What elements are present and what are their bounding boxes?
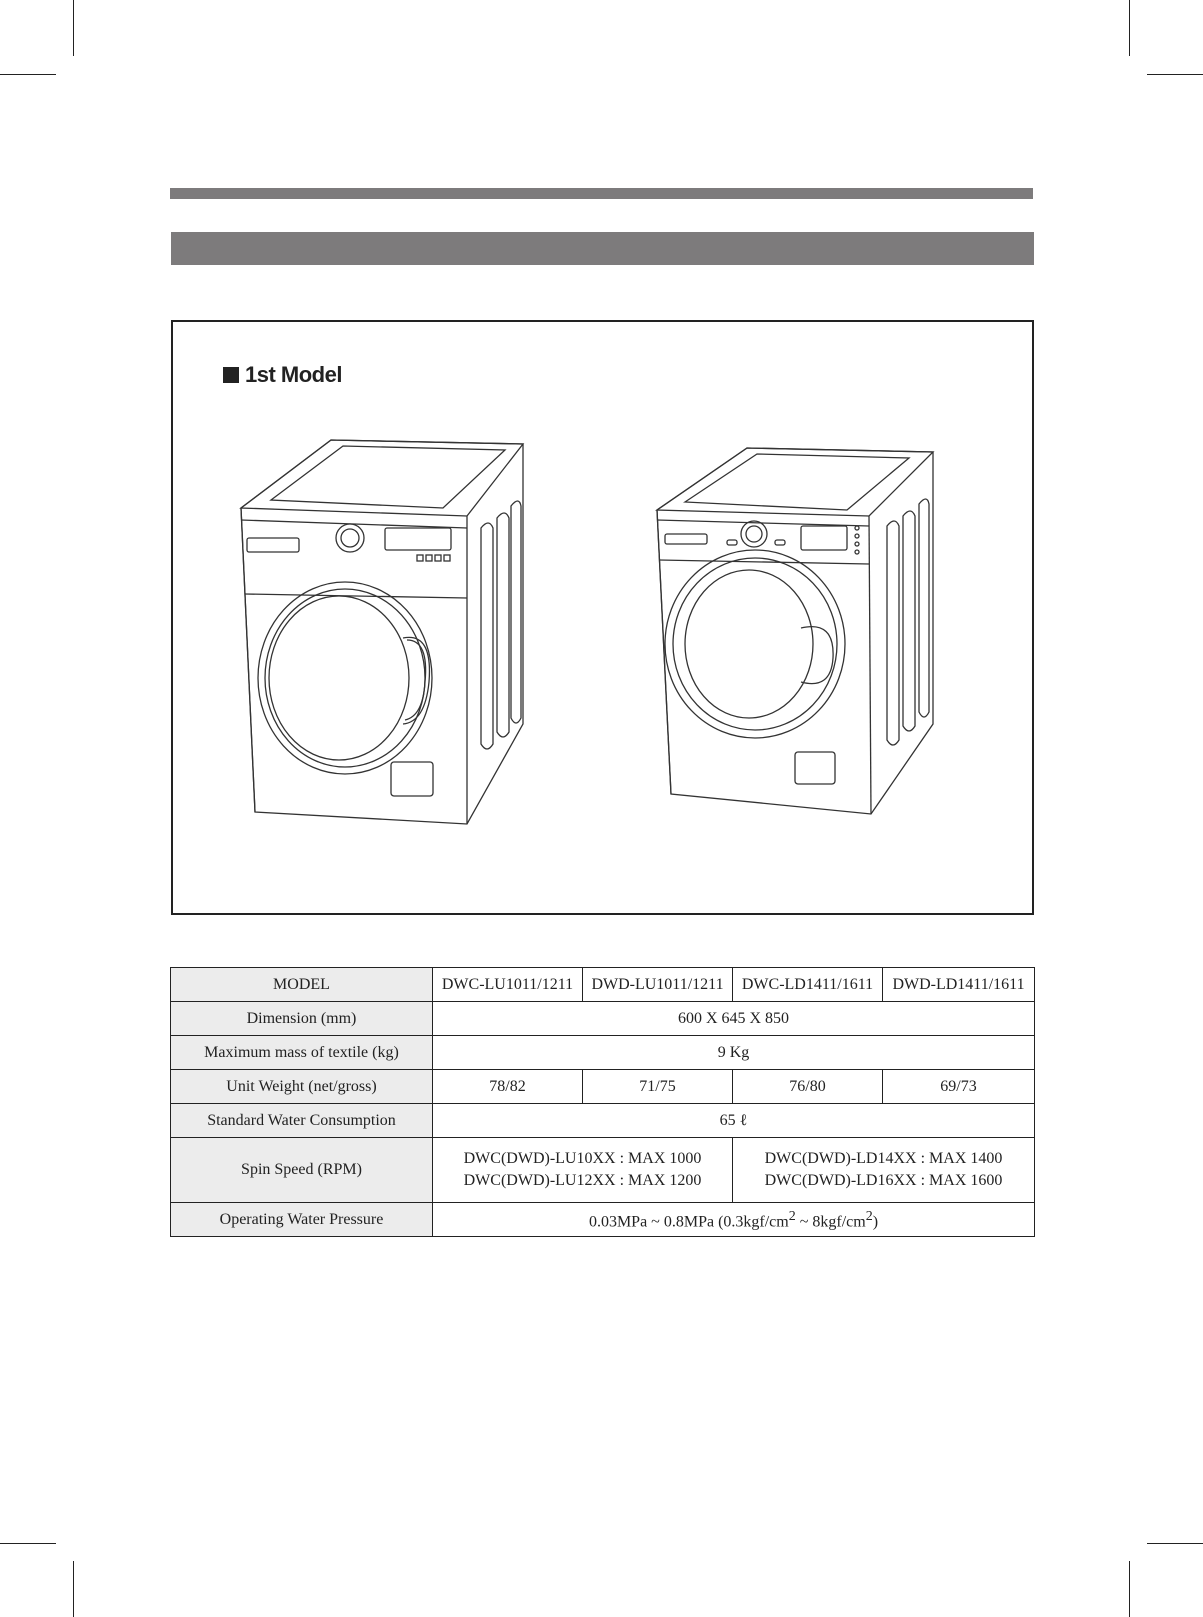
spin-value: DWC(DWD)-LD16XX : MAX 1600 [764, 1172, 1003, 1189]
max-mass-value: 9 Kg [433, 1036, 1035, 1070]
pressure-text: 0.03MPa ~ 0.8MPa (0.3kgf/cm [588, 1213, 789, 1231]
row-label-max-mass: Maximum mass of textile (kg) [171, 1036, 433, 1070]
model-figure-box [171, 320, 1034, 915]
row-label-spin: Spin Speed (RPM) [171, 1138, 433, 1203]
row-label-unit-weight: Unit Weight (net/gross) [171, 1070, 433, 1104]
dimension-value: 600 X 645 X 850 [433, 1002, 1035, 1036]
spin-value: DWC(DWD)-LU10XX : MAX 1000 [463, 1150, 702, 1167]
section-rule [170, 188, 1033, 199]
row-label-pressure: Operating Water Pressure [171, 1203, 433, 1237]
crop-mark-tl-h [0, 74, 56, 75]
unit-weight-value: 78/82 [433, 1070, 583, 1104]
row-label-water: Standard Water Consumption [171, 1104, 433, 1138]
pressure-value [433, 1203, 1035, 1237]
spin-value: DWC(DWD)-LU12XX : MAX 1200 [463, 1172, 702, 1189]
front-load-washer-icon [235, 434, 535, 834]
model-cell: DWD-LU1011/1211 [583, 968, 733, 1002]
spin-right-cell [733, 1138, 1035, 1203]
crop-mark-tr-v [1129, 0, 1130, 56]
model-cell: DWD-LD1411/1611 [883, 968, 1035, 1002]
pressure-text: ~ 8kgf/cm [795, 1213, 866, 1231]
table-row [171, 1138, 1035, 1203]
spin-value: DWC(DWD)-LD14XX : MAX 1400 [764, 1150, 1003, 1167]
crop-mark-tl-v [73, 0, 74, 56]
spec-table [170, 967, 1035, 1237]
table-row [171, 1104, 1035, 1138]
crop-mark-bl-h [0, 1543, 56, 1544]
pressure-superscript: 2 [865, 1208, 873, 1224]
square-bullet-icon [223, 367, 239, 383]
section-title-band [171, 232, 1034, 265]
spin-left-cell [433, 1138, 733, 1203]
model-cell: DWC-LD1411/1611 [733, 968, 883, 1002]
unit-weight-value: 69/73 [883, 1070, 1035, 1104]
pressure-superscript: 2 [788, 1208, 796, 1224]
crop-mark-bl-v [73, 1561, 74, 1617]
crop-mark-br-v [1129, 1561, 1130, 1617]
pressure-text: ) [872, 1213, 879, 1231]
model-heading [223, 362, 342, 388]
front-load-washer-icon [651, 442, 951, 822]
table-row [171, 1070, 1035, 1104]
row-label-model: MODEL [171, 968, 433, 1002]
model-cell: DWC-LU1011/1211 [433, 968, 583, 1002]
table-row [171, 1036, 1035, 1070]
unit-weight-value: 71/75 [583, 1070, 733, 1104]
unit-weight-value: 76/80 [733, 1070, 883, 1104]
model-heading-text: 1st Model [245, 362, 342, 387]
row-label-dimension: Dimension (mm) [171, 1002, 433, 1036]
table-row [171, 1002, 1035, 1036]
table-row [171, 1203, 1035, 1237]
water-value: 65 ℓ [433, 1104, 1035, 1138]
crop-mark-tr-h [1147, 74, 1203, 75]
crop-mark-br-h [1147, 1543, 1203, 1544]
table-row [171, 968, 1035, 1002]
